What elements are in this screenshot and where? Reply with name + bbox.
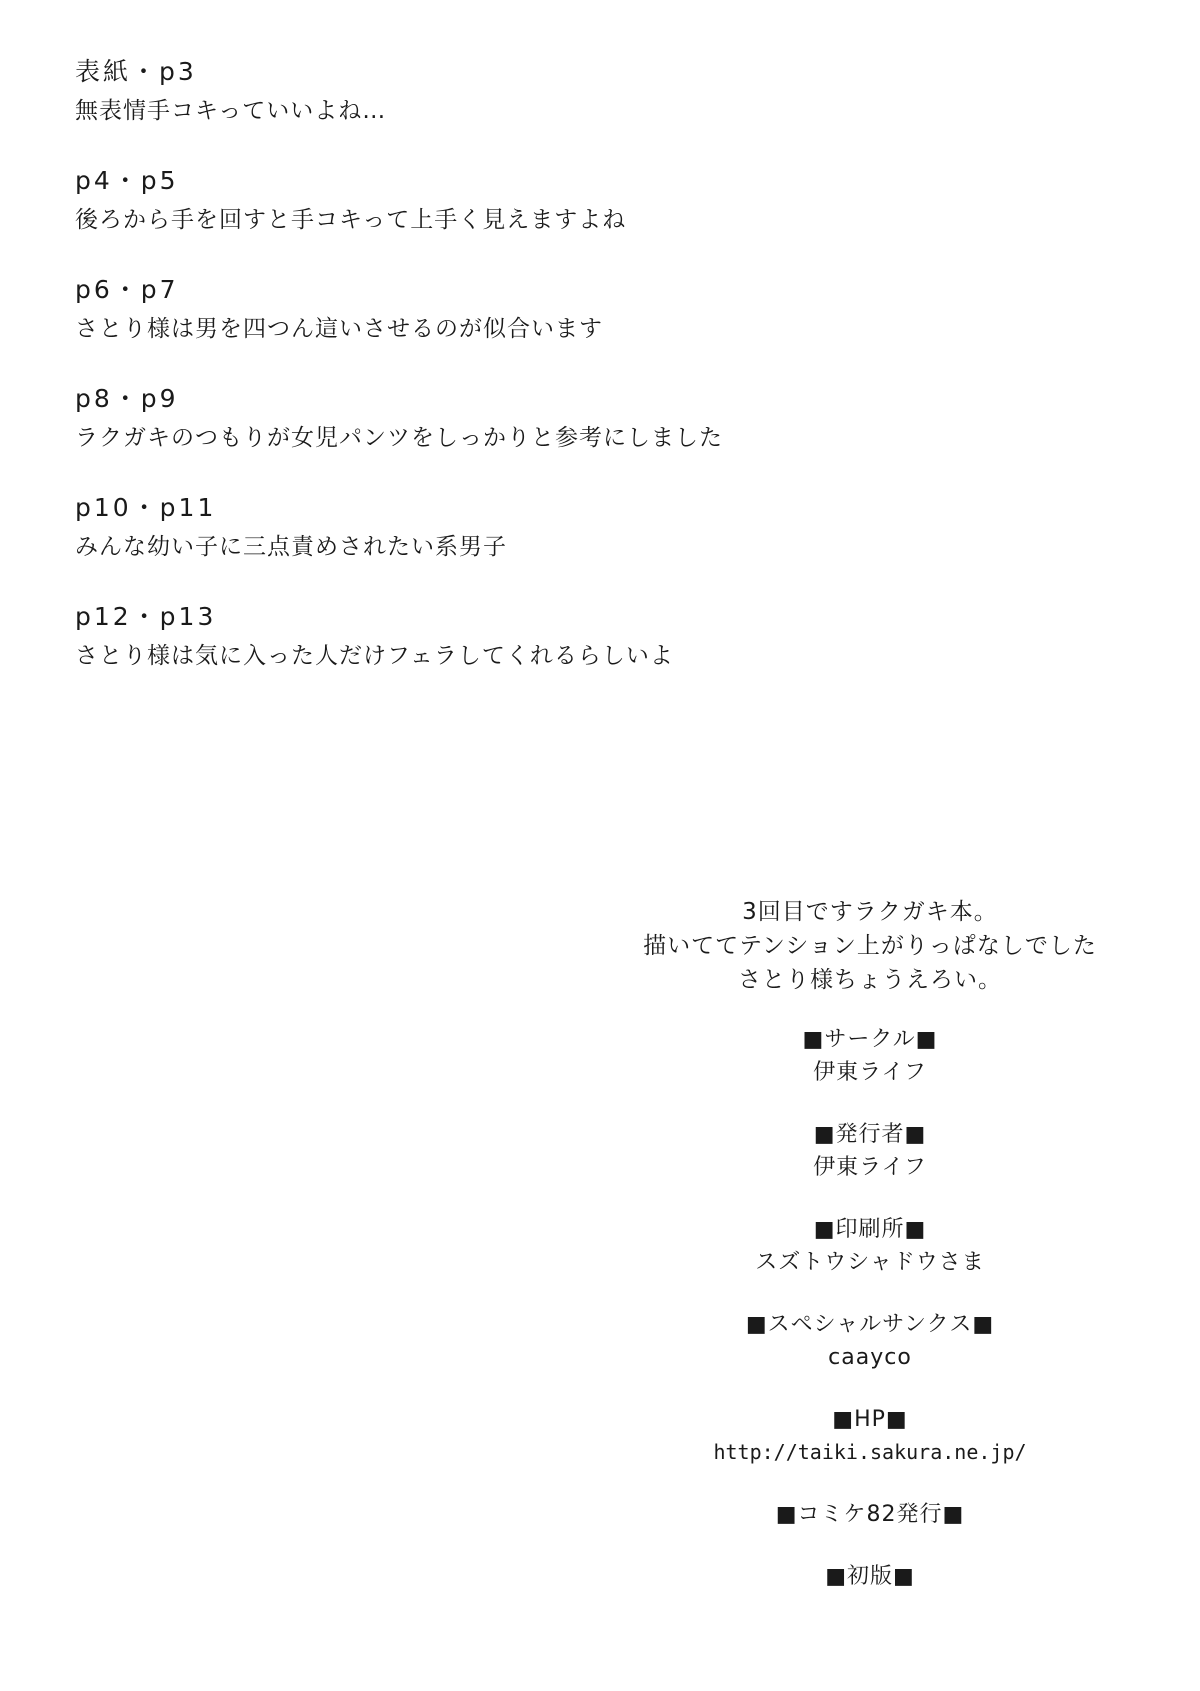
credit-event <box>620 1498 1120 1531</box>
credit-heading: ■初版■ <box>825 1564 915 1589</box>
credit-heading: ■スペシャルサンクス■ <box>745 1312 995 1337</box>
intro-line: さとり様ちょうえろい。 <box>738 967 1002 993</box>
page-comment: 後ろから手を回すと手コキって上手く見えますよね <box>75 207 627 233</box>
colophon <box>620 895 1120 1622</box>
homepage-url: http://taiki.sakura.ne.jp/ <box>713 1440 1027 1464</box>
credit-value: 伊東ライフ <box>813 1155 927 1180</box>
credit-circle <box>620 1023 1120 1089</box>
page-range: p8・p9 <box>75 384 179 413</box>
credit-heading: ■コミケ82発行■ <box>775 1502 965 1527</box>
page-comment: ラクガキのつもりが女児パンツをしっかりと参考にしました <box>75 425 723 451</box>
credit-value: 伊東ライフ <box>813 1060 927 1085</box>
credit-heading: ■サークル■ <box>802 1027 938 1052</box>
page-note-p12-p13 <box>75 597 895 675</box>
page-range: p4・p5 <box>75 166 179 195</box>
credit-value: スズトウシャドウさま <box>755 1250 985 1275</box>
page-note-p4-p5 <box>75 161 895 239</box>
page-comment: みんな幼い子に三点責めされたい系男子 <box>75 534 507 560</box>
page-range: p10・p11 <box>75 493 217 522</box>
credit-heading: ■印刷所■ <box>813 1217 927 1242</box>
page-range: p12・p13 <box>75 602 217 631</box>
credit-value: caayco <box>828 1345 912 1370</box>
credit-homepage <box>620 1403 1120 1469</box>
credit-printer <box>620 1213 1120 1279</box>
page-comment: さとり様は男を四つん這いさせるのが似合います <box>75 316 603 342</box>
intro-line: 3回目ですラクガキ本。 <box>742 899 998 925</box>
credit-special-thanks <box>620 1308 1120 1374</box>
page-comment: 無表情手コキっていいよね… <box>75 98 387 124</box>
credit-publisher <box>620 1118 1120 1184</box>
intro-text <box>620 895 1120 997</box>
credit-heading: ■HP■ <box>832 1407 908 1432</box>
page-note-p6-p7 <box>75 270 895 348</box>
credit-heading: ■発行者■ <box>813 1122 927 1147</box>
page-notes <box>75 52 895 706</box>
page-note-cover <box>75 52 895 130</box>
page-comment: さとり様は気に入った人だけフェラしてくれるらしいよ <box>75 643 674 669</box>
credit-edition <box>620 1560 1120 1593</box>
page-note-p10-p11 <box>75 488 895 566</box>
page-range: 表紙・p3 <box>75 57 197 86</box>
page-range: p6・p7 <box>75 275 179 304</box>
page-note-p8-p9 <box>75 379 895 457</box>
intro-line: 描いててテンション上がりっぱなしでした <box>643 933 1097 959</box>
